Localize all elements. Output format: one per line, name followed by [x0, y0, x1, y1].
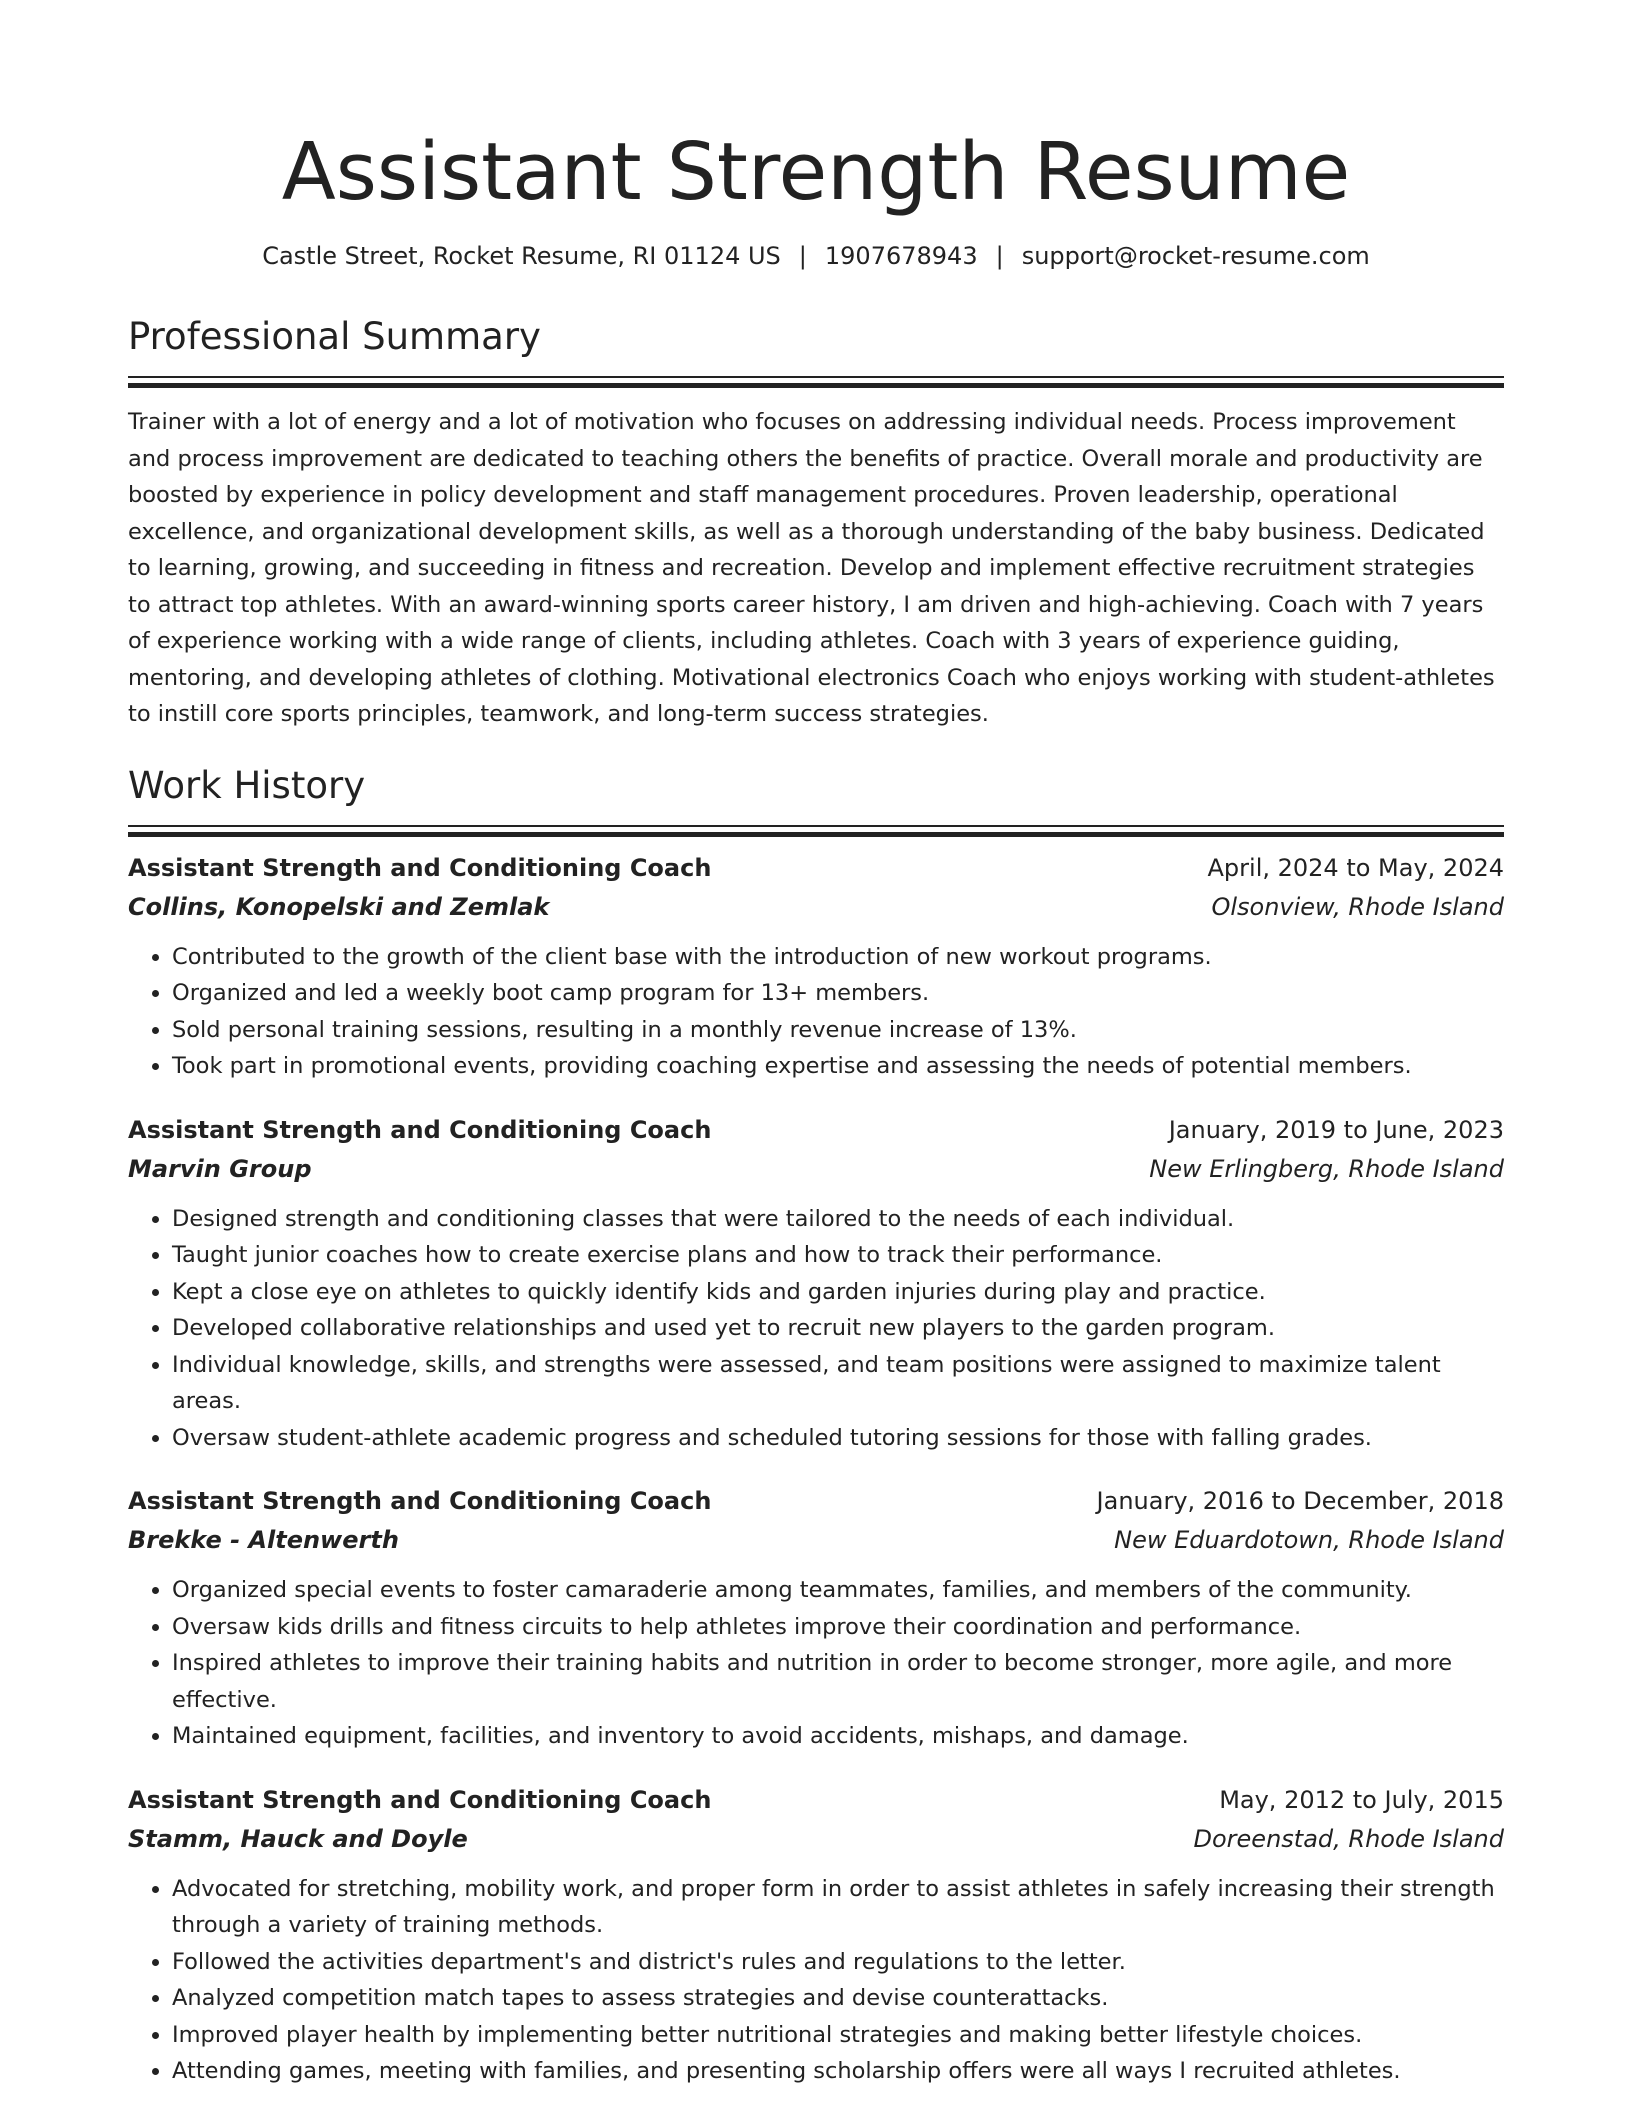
job-header [128, 1111, 1504, 1150]
job-bullet: • Attending games, meeting with families, and presenting scholarship offers were all ways I recruited athletes. [172, 2053, 1504, 2090]
job-entry [128, 1781, 1504, 2090]
contact-address: Castle Street, Rocket Resume, RI 01124 US [262, 242, 781, 270]
contact-email: support@rocket-resume.com [1021, 242, 1370, 270]
section-title-work: Work History [128, 763, 366, 807]
job-subheader [128, 1150, 1504, 1189]
job-title: Assistant Strength and Conditioning Coach [128, 1487, 712, 1515]
job-header [128, 849, 1504, 888]
job-bullet: • Maintained equipment, facilities, and inventory to avoid accidents, mishaps, and damage. [172, 1718, 1504, 1755]
job-bullet: • Improved player health by implementing better nutritional strategies and making better lifestyle choices. [172, 2017, 1504, 2054]
job-bullet: • Advocated for stretching, mobility work, and proper form in order to assist athletes in safely increasing their strength through a variety of training methods. [172, 1871, 1504, 1944]
job-title: Assistant Strength and Conditioning Coach [128, 1785, 712, 1814]
job-entry [128, 849, 1504, 1085]
job-location: New Erlingberg, Rhode Island [1149, 1154, 1504, 1183]
job-company: Marvin Group [128, 1154, 312, 1183]
contact-line [128, 240, 1504, 272]
resume-page [128, 0, 1504, 2090]
job-bullet: • Inspired athletes to improve their training habits and nutrition in order to become stronger, more agile, and more effective. [172, 1645, 1504, 1718]
job-company: Collins, Konopelski and Zemlak [128, 892, 550, 921]
job-subheader [128, 888, 1504, 927]
job-dates: April, 2024 to May, 2024 [1207, 853, 1504, 882]
job-bullet: • Contributed to the growth of the client base with the introduction of new workout programs. [172, 939, 1504, 976]
job-title: Assistant Strength and Conditioning Coach [128, 853, 712, 882]
job-dates: January, 2019 to June, 2023 [1168, 1115, 1504, 1144]
section-divider-thick [128, 832, 1504, 837]
section-divider-thick [128, 383, 1504, 388]
job-subheader [128, 1521, 1504, 1560]
contact-separator: | [798, 242, 807, 270]
job-subheader [128, 1820, 1504, 1859]
section-divider [128, 825, 1504, 827]
job-bullet: • Followed the activities department's and district's rules and regulations to the letter. [172, 1944, 1504, 1981]
job-bullet: • Sold personal training sessions, resulting in a monthly revenue increase of 13%. [172, 1012, 1504, 1049]
job-title: Assistant Strength and Conditioning Coach [128, 1115, 712, 1144]
job-bullet: • Taught junior coaches how to create exercise plans and how to track their performance. [172, 1237, 1504, 1274]
job-location: Doreenstad, Rhode Island [1193, 1824, 1504, 1853]
job-location: Olsonview, Rhode Island [1211, 892, 1504, 921]
job-bullet: • Individual knowledge, skills, and strengths were assessed, and team positions were assigned to maximize talent areas. [172, 1347, 1504, 1420]
job-bullet: • Analyzed competition match tapes to assess strategies and devise counterattacks. [172, 1980, 1504, 2017]
job-company: Stamm, Hauck and Doyle [128, 1824, 468, 1853]
summary-text: Trainer with a lot of energy and a lot of motivation who focuses on addressing individual needs. Process improvement and process improvement are dedicated to teaching others the benefits of practice. Overall morale and productivity are boosted by experience in policy development and staff management procedures. Proven leadership, operational excellence, and organizational development skills, as well as a thorough understanding of the baby business. Dedicated to learning, growing, and succeeding in fitness and recreation. Develop and implement effective recruitment strategies to attract top athletes. With an award-winning sports career history, I am driven and high-achieving. Coach with 7 years of experience working with a wide range of clients, including athletes. Coach with 3 years of experience guiding, mentoring, and developing athletes of clothing. Motivational electronics Coach who enjoys working with student-athletes to instill core sports principles, teamwork, and long-term success strategies. [128, 409, 1495, 727]
job-company: Brekke - Altenwerth [128, 1526, 399, 1554]
contact-phone: 1907678943 [824, 242, 978, 270]
job-bullets [128, 1871, 1504, 2090]
job-bullet: • Kept a close eye on athletes to quickly identify kids and garden injuries during play and practice. [172, 1274, 1504, 1311]
job-header [128, 1781, 1504, 1820]
job-header [128, 1482, 1504, 1521]
job-bullet: • Took part in promotional events, providing coaching expertise and assessing the needs of potential members. [172, 1048, 1504, 1085]
job-bullet: • Organized and led a weekly boot camp program for 13+ members. [172, 975, 1504, 1012]
section-title-summary: Professional Summary [128, 315, 541, 358]
job-dates: January, 2016 to December, 2018 [1096, 1487, 1504, 1515]
contact-separator: | [995, 242, 1004, 270]
resume-name: Assistant Strength Resume [281, 126, 1351, 218]
job-bullets [128, 1201, 1504, 1457]
job-entry [128, 1482, 1504, 1755]
job-bullet: • Organized special events to foster camaraderie among teammates, families, and members of the community. [172, 1572, 1504, 1609]
job-bullet: • Designed strength and conditioning classes that were tailored to the needs of each individual. [172, 1201, 1504, 1238]
job-dates: May, 2012 to July, 2015 [1219, 1785, 1504, 1814]
job-bullet: • Oversaw student-athlete academic progress and scheduled tutoring sessions for those with falling grades. [172, 1420, 1504, 1457]
job-bullet: • Developed collaborative relationships and used yet to recruit new players to the garden program. [172, 1310, 1504, 1347]
section-divider [128, 376, 1504, 378]
job-bullets [128, 1572, 1504, 1755]
job-list [128, 849, 1504, 2090]
job-bullet: • Oversaw kids drills and fitness circuits to help athletes improve their coordination and performance. [172, 1609, 1504, 1646]
job-location: New Eduardotown, Rhode Island [1114, 1526, 1504, 1554]
job-entry [128, 1111, 1504, 1457]
job-bullets [128, 939, 1504, 1085]
